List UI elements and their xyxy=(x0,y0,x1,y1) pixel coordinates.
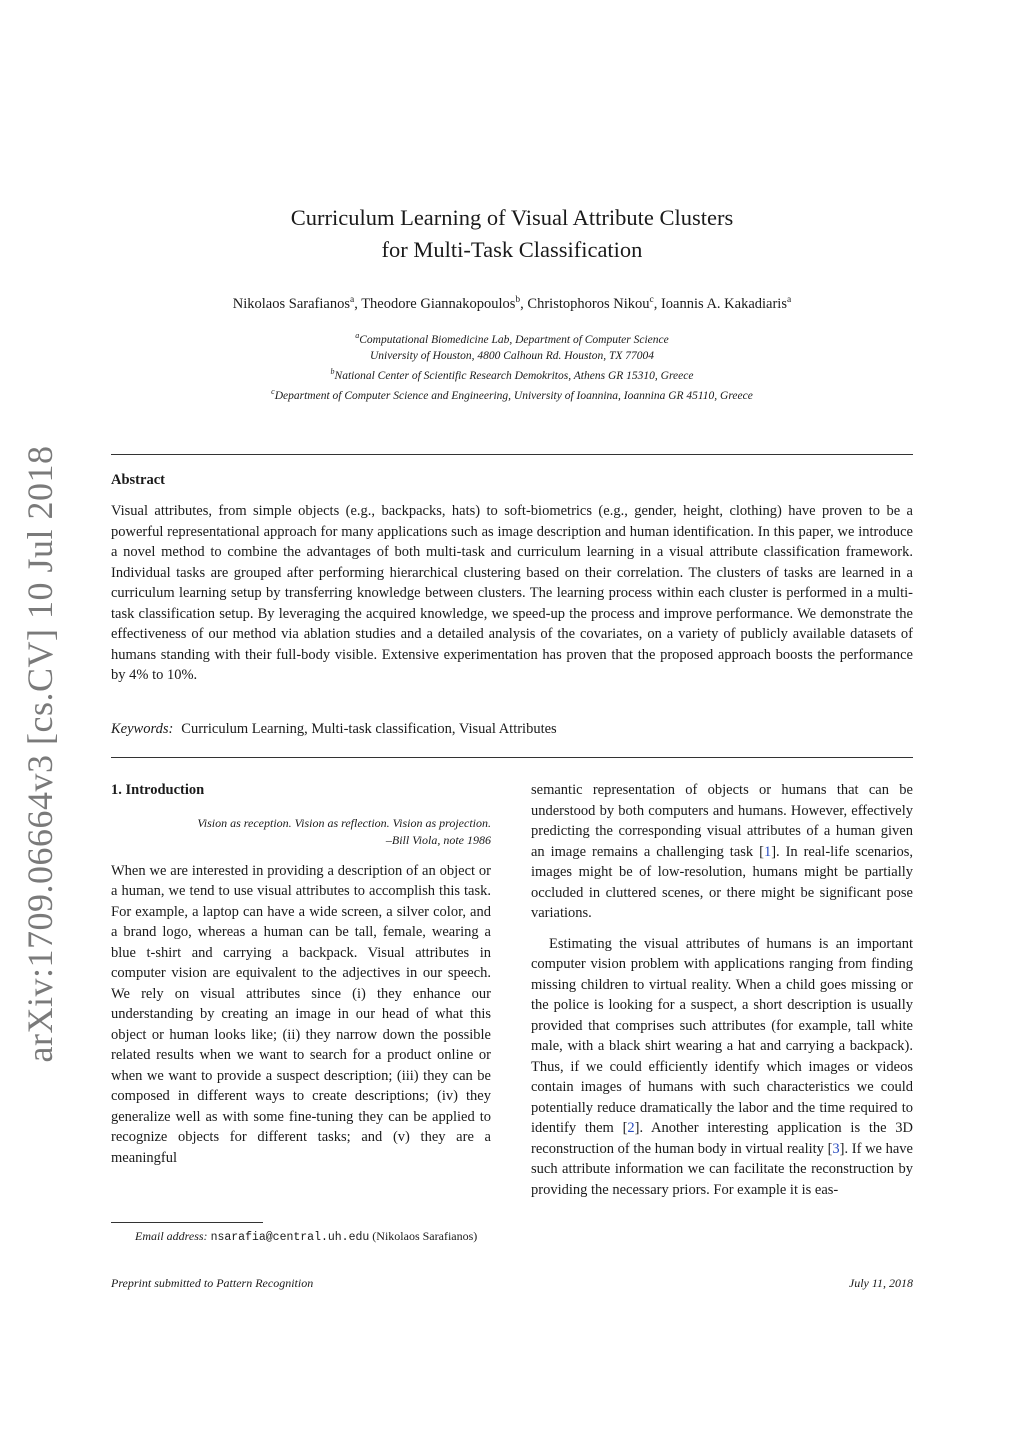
left-column xyxy=(111,780,491,1168)
paper-title xyxy=(160,202,864,266)
intro-paragraph-2: semantic representation of objects or humans that can be understood by both computers and humans. However, effectively predicting the corresponding visual attributes of a human given an image remains a challenging task [1]. In real-life scenarios, images might be of low-resolution, humans might be partially occluded in cluttered scenes, or there might be significant pose variations. xyxy=(531,782,913,921)
epigraph-quote: Vision as reception. Vision as reflection. Vision as projection. xyxy=(197,815,491,830)
author-list xyxy=(100,290,924,314)
keywords xyxy=(111,719,913,739)
footnote xyxy=(111,1228,491,1246)
citation-link[interactable]: 2 xyxy=(627,1120,635,1136)
author: Nikolaos Sarafianos$^a$, xyxy=(232,295,362,312)
affiliation-a-address: University of Houston, 4800 Calhoun Rd. Houston, TX 77004 xyxy=(370,349,654,362)
keywords-text: Curriculum Learning, Multi-task classification, Visual Attributes xyxy=(181,721,557,737)
footer-submission: Preprint submitted to Pattern Recognition xyxy=(111,1276,314,1290)
abstract-heading: Abstract xyxy=(111,472,165,488)
intro-paragraph-3: Estimating the visual attributes of humans is an important computer vision problem with applications ranging from finding missing children to virtual reality. When a child goes missing or the police is looking for a suspect, a short description is usually provided that comprises such attributes (for example, tall white male, with a black shirt wearing a hat and carrying a backpack). Thus, if we could efficiently identify which images or videos contain images of humans with such characteristics we could potentially reduce dramatically the labor and the time required to identify them [2]. Another interesting application is the 3D reconstruction of the human body in virtual reality [3]. If we have such attribute information we can facilitate the reconstruction by providing the necessary priors. For example it is eas- xyxy=(531,935,914,1198)
footer-date: July 11, 2018 xyxy=(848,1276,913,1290)
citation-link[interactable]: 1 xyxy=(763,843,772,860)
footnote-rule xyxy=(111,1222,263,1223)
footnote-name: (Nikolaos Sarafianos) xyxy=(372,1229,478,1243)
intro-paragraph-1: When we are interested in providing a description of an object or a human, we tend to use visual attributes to accomplish this task. For example, a laptop can have a wide screen, a silver color, and a brand logo, whereas a human can be tall, female, wearing a blue t-shirt and carrying a backpack. Visual attributes in computer vision are equivalent to the adjectives in our speech. We rely on visual attributes since (i) they enhance our understanding by creating an image in our head of what this object or human looks like; (ii) they narrow down the possible related results when we want to search for a product online or when we want to provide a suspect description; (iii) they can be composed in different ways to create descriptions; (iv) they generalize well as with some fine-tuning they can be applied to recognize objects for different tasks; and (v) they are a meaningful xyxy=(111,862,491,1166)
section-heading-introduction: 1. Introduction xyxy=(111,782,205,798)
affiliation-a: $^a$Computational Biomedicine Lab, Department of Computer Science xyxy=(355,331,669,346)
author: Ioannis A. Kakadiaris$^a$ xyxy=(660,295,792,312)
author: Christophoros Nikou$^c$, xyxy=(527,295,661,312)
abstract-bottom-rule xyxy=(111,757,913,758)
arxiv-identifier: arXiv:1709.06664v3 [cs.CV] 10 Jul 2018 xyxy=(20,445,60,1063)
footnote-email[interactable]: nsarafia@central.uh.edu xyxy=(210,1231,370,1244)
citation-link[interactable]: 3 xyxy=(832,1140,840,1157)
author: Theodore Giannakopoulos$^b$, xyxy=(361,295,528,312)
right-column xyxy=(531,780,913,1200)
affiliation-c: $^c$Department of Computer Science and Engineering, University of Ioannina, Ioannina GR 45110, Greece xyxy=(271,386,753,402)
epigraph xyxy=(111,815,491,849)
footnote-label: Email address: xyxy=(135,1229,208,1243)
epigraph-author: –Bill Viola, note 1986 xyxy=(385,832,491,847)
affiliation-b: $^b$National Center of Scientific Research Demokritos, Athens GR 15310, Greece xyxy=(330,366,694,382)
abstract-text: Visual attributes, from simple objects (e.g., backpacks, hats) to soft-biometrics (e.g., gender, height, clothing) have proven to be a powerful representational approach for many applications such as image description and human identification. In this paper, we introduce a novel method to combine the advantages of both multi-task and curriculum learning in a visual attribute classification framework. Individual tasks are grouped after performing hierarchical clustering based on their correlation. The clusters of tasks are learned in a curriculum learning setup by transferring knowledge between clusters. The learning process within each cluster is performed in a multi-task classification setup. By leveraging the acquired knowledge, we speed-up the process and improve performance. We demonstrate the effectiveness of our method via ablation studies and a detailed analysis of the covariates, on a variety of publicly available datasets of humans standing with their full-body visible. Extensive experimentation has proven that the proposed approach boosts the performance by 4% to 10%. xyxy=(111,503,913,683)
keywords-label: Keywords: xyxy=(111,721,174,737)
title-line-1: Curriculum Learning of Visual Attribute Clusters xyxy=(290,205,734,230)
title-line-2: for Multi-Task Classification xyxy=(381,237,643,262)
abstract-top-rule xyxy=(111,454,913,455)
affiliations xyxy=(100,328,924,403)
